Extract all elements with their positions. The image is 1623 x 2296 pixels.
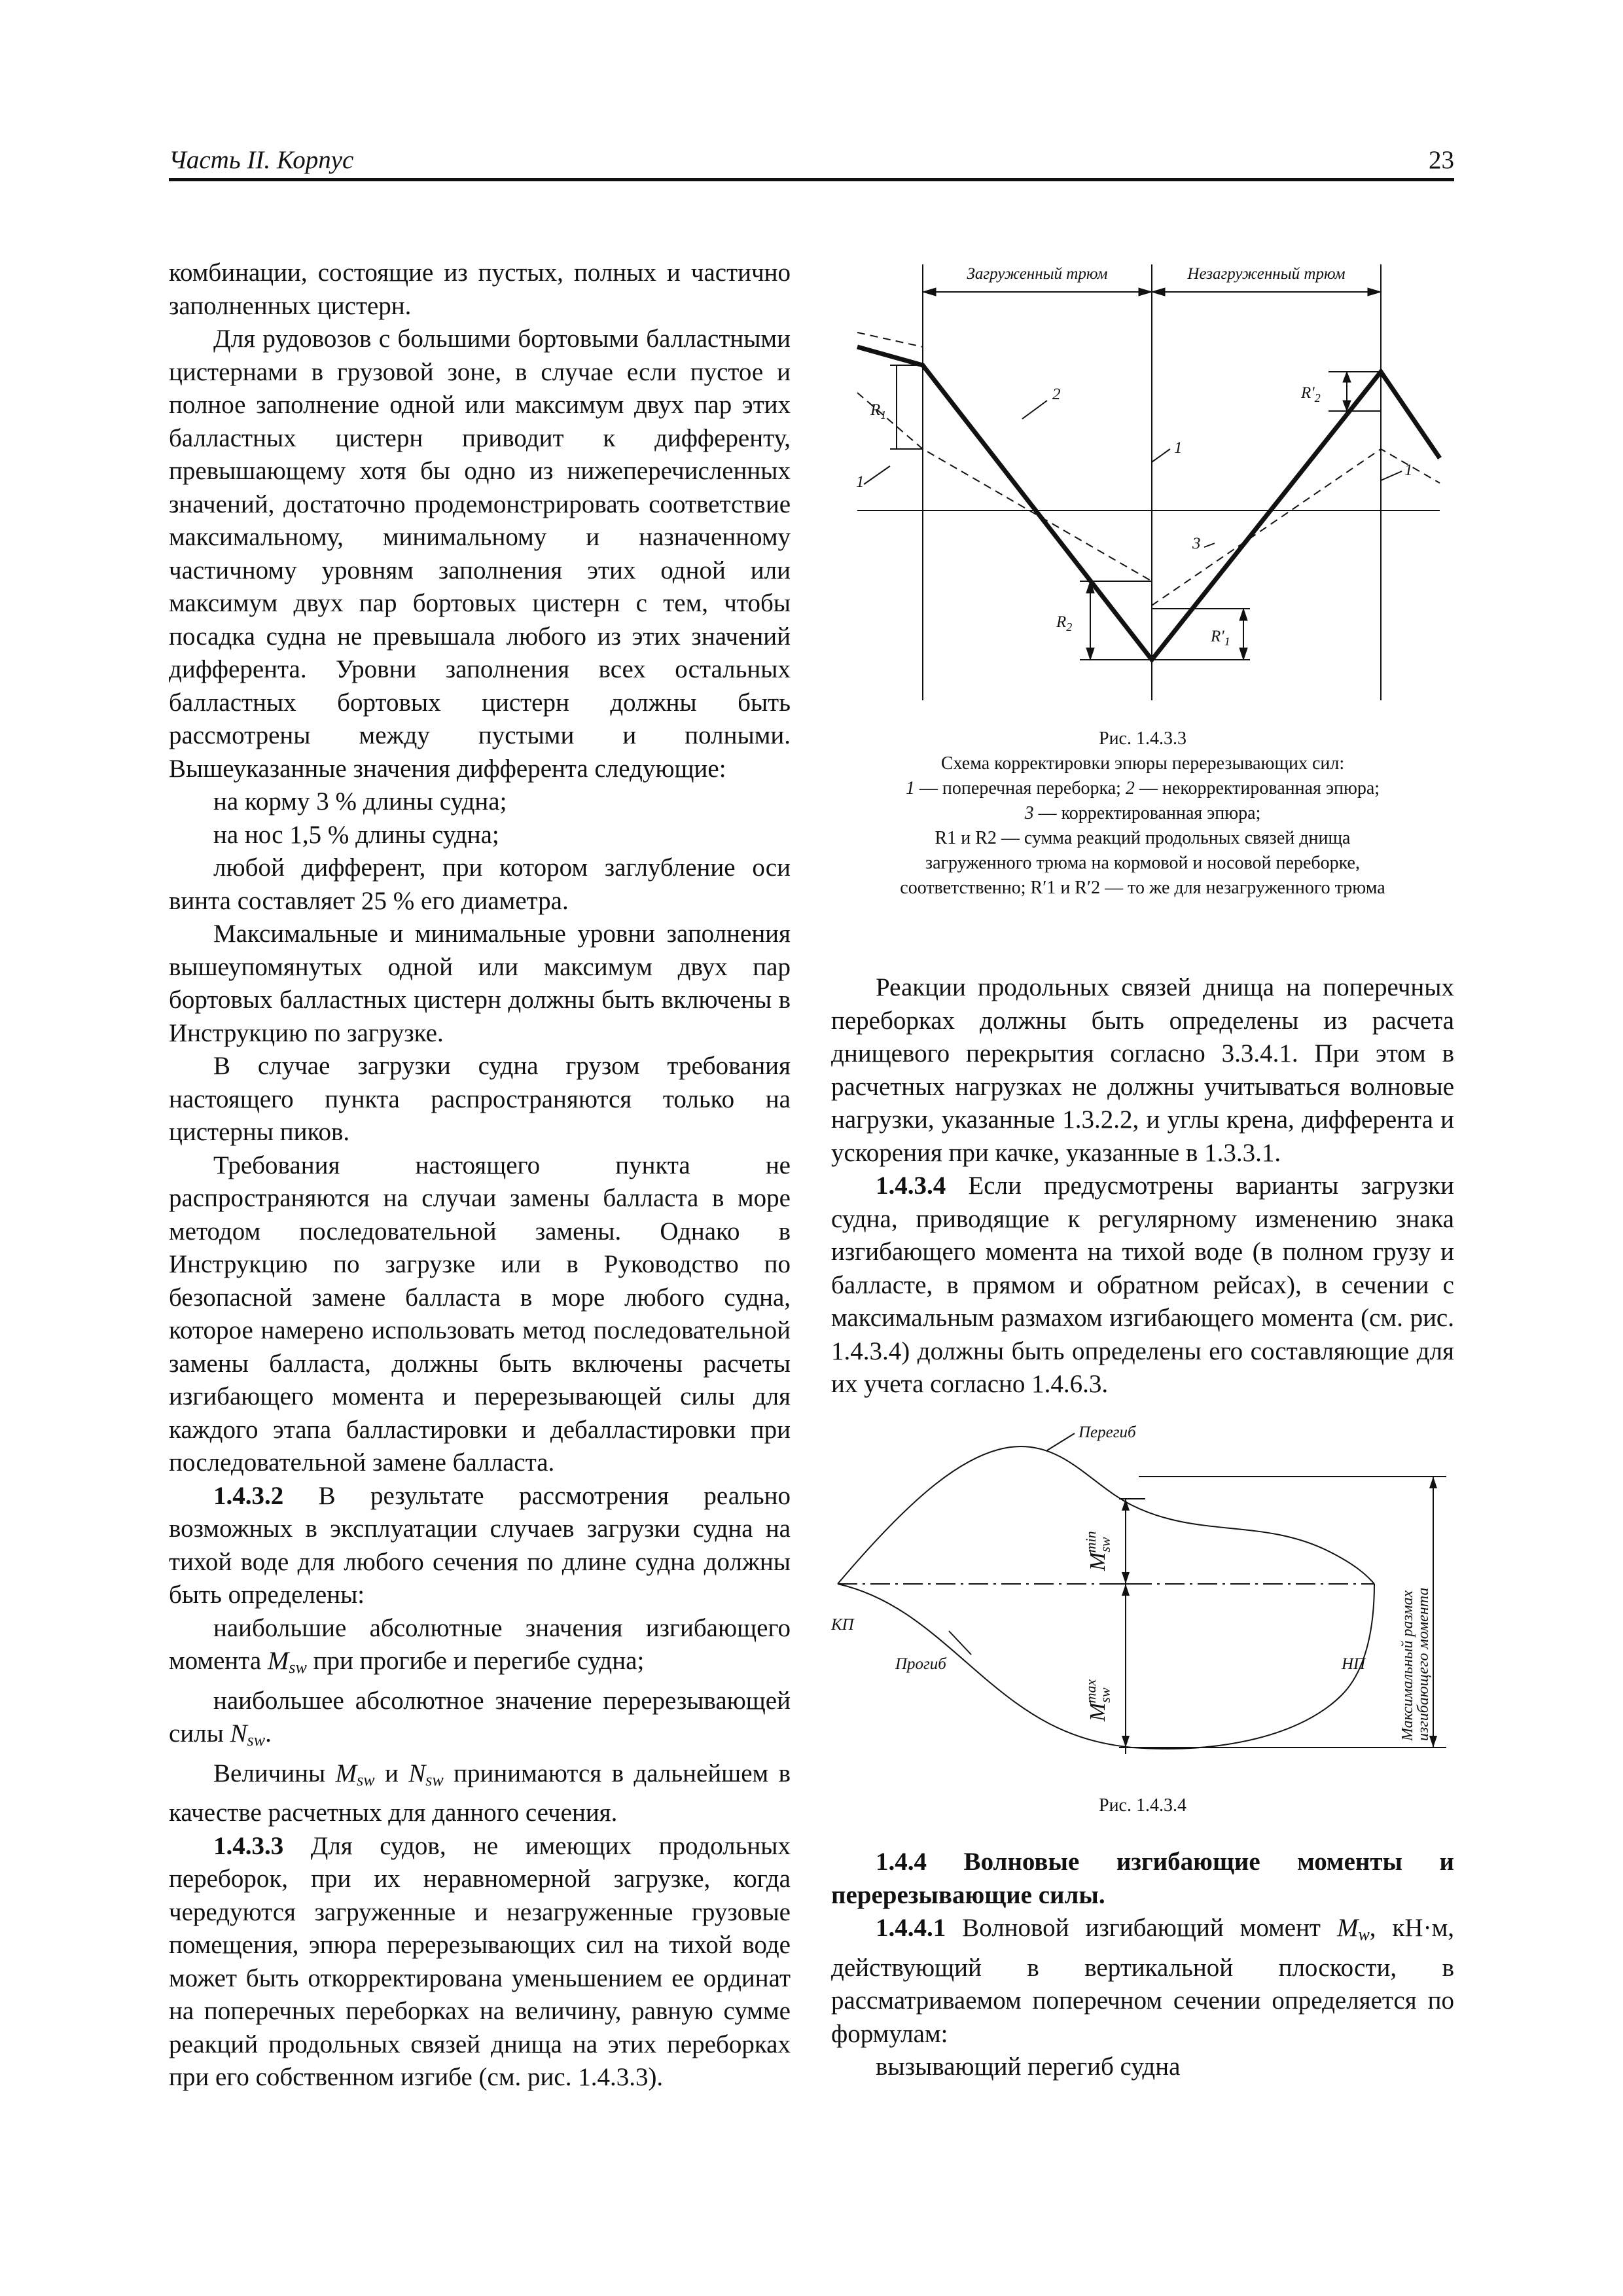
paragraph: Реакции продольных связей днища на поперечных переборках должны быть определены из расчета днищевого перекрытия согласно 3.3.4.1. При этом в расчетных нагрузках не должны учитываться волновые нагрузки, указанные 1.3.2.2, и углы крена, дифферента и ускорения при качке, указанные в 1.3.3.1. [831,973,1454,1167]
label-hogging: Перегиб [1079,1424,1136,1441]
left-column [169,257,791,2094]
label-corrected-3: 3 [1192,535,1201,552]
label-R2-prime: $R'_2$ [1301,384,1321,404]
paragraph: В случае загрузки судна грузом требования настоящего пункта распространяются только на цистерны пиков. [169,1052,791,1146]
label-Msw-max: Mswmax [1082,1679,1113,1721]
paragraph: 1.4.3.4 Если предусмотрены варианты загрузки судна, приводящие к регулярному изменению знака изгибающего момента на тихой воде (в полном грузу и балласте, в прямом и обратном рейсах), в сечении с максимальным размахом изгибающего момента (см. рис. 1.4.3.4) должны быть определены его составляющие для их учета согласно 1.4.6.3. [831,1172,1454,1398]
figure-shear-force-correction [831,255,1459,726]
paragraph: 1.4.3.3 Для судов, не имеющих продольных переборок, при их неравномерной загрузке, когда чередуются загруженные и незагруженные грузовые помещения, эпюра перерезывающих сил на тихой воде может быть откорректирована уменьшением ее ординат на поперечных переборках на величину, равную сумме реакций продольных связей днища на этих переборках при его собственном изгибе (см. рис. 1.4.3.3). [169,1831,791,2091]
list-item: наибольшее абсолютное значение перерезывающей силы $N_{sw}$. [169,1686,791,1749]
paragraph: вызывающий перегиб судна [876,2053,1181,2081]
header-rule [169,178,1454,181]
label-R2: $R_2$ [1056,613,1073,634]
paragraph: комбинации, состоящие из пустых, полных и частично заполненных цистерн. [169,259,791,320]
clause-number: 1.4.4.1 [876,1914,946,1942]
paragraph: Для рудовозов с большими бортовыми балластными цистернами в грузовой зоне, в случае если пустое и полное заполнение одной или максимум двух пар этих балластных цистерн приводит к дифференту, превышающему хотя бы одно из нижеперечисленных значений, достаточно продемонстрировать соответствие максимальному, минимальному и назначенному частичному уровням заполнения этих одной или максимум двух пар бортовых цистерн с тем, чтобы посадка судна не превышала любого из этих значений дифферента. Уровни заполнения всех остальных балластных бортовых цистерн должны быть рассмотрены между пустыми и полными. Вышеуказанные значения дифферента следующие: [169,325,791,783]
section-title: 1.4.4 Волновые изгибающие моменты и перерезывающие силы. [831,1848,1454,1909]
list-item: на корму 3 % длины судна; [213,787,507,816]
figure2-caption: Рис. 1.4.3.4 [1099,1795,1186,1816]
list-item: любой дифферент, при котором заглубление оси винта составляет 25 % его диаметра. [169,853,791,915]
paragraph: 1.4.3.2 В результате рассмотрения реально возможных в эксплуатации случаев загрузки судна на тихой воде для любого сечения по длине судна должны быть определены: [169,1481,791,1609]
page-number: 23 [1429,146,1454,174]
label-bulkhead-1-right: 1 [1404,461,1413,479]
paragraph: Максимальные и минимальные уровни заполнения вышеупомянутых одной или максимум двух пар бортовых балластных цистерн должны быть включены в Инструкцию по загрузке. [169,920,791,1047]
section-144 [831,1846,1454,2084]
label-np: НП [1342,1655,1366,1673]
label-loaded-hold: Загруженный трюм [967,265,1108,283]
figure-bending-moment-range [831,1420,1459,1787]
label-R1: $R_1$ [870,401,887,422]
clause-number: 1.4.3.2 [213,1481,284,1510]
right-column-top [831,971,1454,1401]
figure1-caption: Рис. 1.4.3.3 Схема корректировки эпюры перерезывающих сил: 1 — поперечная переборка; 2 — некорректированная эпюра; 3 — корректированная эпюра; R1 и R2 — сумма реакций продольных связей днища загруженного трюма на кормовой и носовой переборке, соответственно; R′1 и R′2 — то же для незагруженного трюма [900,728,1385,898]
paragraph: Величины $M_{sw}$ и $N_{sw}$ принимаются в дальнейшем в качестве расчетных для данного сечения. [169,1759,791,1827]
clause-number: 1.4.3.3 [213,1831,284,1860]
running-header-section: Часть II. Корпус [169,146,354,174]
list-item: на нос 1,5 % длины судна; [213,820,499,849]
paragraph: 1.4.4.1 Волновой изгибающий момент $M_w$, кН·м, действующий в вертикальной плоскости, в рассматриваемом поперечном сечении определяется по формулам: [831,1914,1455,2048]
list-item: наибольшие абсолютные значения изгибающего момента $M_{sw}$ при прогибе и перегибе судна; [169,1613,791,1677]
label-sagging: Прогиб [895,1655,946,1673]
label-R1-prime: $R'_1$ [1211,628,1230,648]
label-max-range-1: Максимальный размах [1399,1590,1416,1741]
label-uncorrected-2: 2 [1052,386,1061,403]
label-bulkhead-1-center: 1 [1174,439,1183,457]
clause-number: 1.4.3.4 [876,1172,946,1200]
label-Msw-min: Mswmin [1082,1531,1113,1571]
paragraph: Требования настоящего пункта не распространяются на случаи замены балласта в море методом последовательной замены. Однако в Инструкцию по загрузке или в Руководство по безопасной замене балласта в море любого судна, которое намерено использовать метод последовательной замены балласта, должны быть включены расчеты изгибающего момента и перерезывающей силы для каждого этапа балластировки и дебалластировки при последовательной замене балласта. [169,1151,791,1477]
label-bulkhead-1-left: 1 [856,473,865,491]
label-kp: КП [831,1616,854,1634]
label-unloaded-hold: Незагруженный трюм [1187,265,1346,283]
label-max-range-2: изгибающего момента [1415,1587,1432,1741]
